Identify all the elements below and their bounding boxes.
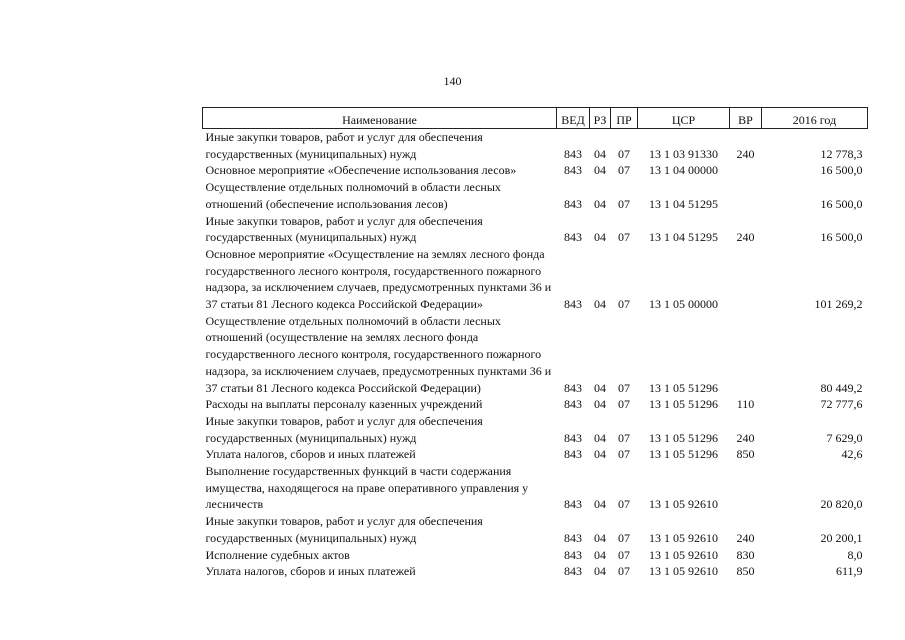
row-amount: 42,6 [841,447,863,462]
table-row [203,129,868,163]
row-rz: 04 [594,430,606,445]
row-ved: 843 [564,163,582,178]
row-vr: 110 [736,397,755,412]
row-ved: 843 [564,397,582,412]
header-vr: ВР [730,108,762,129]
header-rz: РЗ [590,108,611,129]
row-name: Уплата налогов, сборов и иных платежей [205,447,416,462]
row-ved: 843 [564,530,582,545]
row-name: Осуществление отдельных полномочий в области лесных отношений (осуществление на землях лесного фонда государственного лесного контроля, государственного пожарного надзора, за исключением случаев, предусмотренных пунктами 36 и 37 статьи 81 Лесного кодекса Российской Федерации) [205,313,552,395]
row-amount: 16 500,0 [820,196,863,211]
row-pr: 07 [618,397,630,412]
row-ved: 843 [564,196,582,211]
row-pr: 07 [618,230,630,245]
row-amount: 101 269,2 [814,297,863,312]
row-rz: 04 [594,564,606,579]
row-vr [730,463,762,513]
row-rz: 04 [594,297,606,312]
row-name: Исполнение судебных актов [205,547,350,562]
row-rz: 04 [594,547,606,562]
header-csr: ЦСР [638,108,730,129]
row-csr: 13 1 05 51296 [649,447,718,462]
header-year: 2016 год [762,108,868,129]
budget-table [202,107,868,580]
row-name: Осуществление отдельных полномочий в области лесных отношений (обеспечение использования лесов) [205,180,501,211]
row-name: Уплата налогов, сборов и иных платежей [205,564,416,579]
row-rz: 04 [594,163,606,178]
row-pr: 07 [618,163,630,178]
row-rz: 04 [594,447,606,462]
row-ved: 843 [564,230,582,245]
row-pr: 07 [618,447,630,462]
row-rz: 04 [594,146,606,161]
row-csr: 13 1 05 92610 [649,547,718,562]
row-amount: 20 200,1 [820,530,863,545]
row-name: Иные закупки товаров, работ и услуг для обеспечения государственных (муниципальных) нужд [205,130,483,161]
row-vr: 830 [736,547,755,562]
row-name: Иные закупки товаров, работ и услуг для обеспечения государственных (муниципальных) нужд [205,413,483,445]
row-csr: 13 1 04 00000 [649,163,718,178]
row-pr: 07 [618,497,630,512]
row-rz: 04 [594,230,606,245]
table-row [203,162,868,179]
row-pr: 07 [618,430,630,445]
row-pr: 07 [618,380,630,395]
row-rz: 04 [594,530,606,545]
row-ved: 843 [564,447,582,462]
row-pr: 07 [618,547,630,562]
table-row [203,547,868,564]
row-amount: 611,9 [835,564,863,579]
row-name: Основное мероприятие «Обеспечение использования лесов» [205,163,517,178]
row-amount: 8,0 [847,547,863,562]
row-csr: 13 1 03 91330 [649,146,718,161]
row-name: Иные закупки товаров, работ и услуг для обеспечения государственных (муниципальных) нужд [205,213,483,245]
table-row [203,396,868,413]
row-pr: 07 [618,564,630,579]
row-amount: 16 500,0 [820,230,863,245]
row-vr: 240 [736,530,755,545]
row-rz: 04 [594,497,606,512]
row-ved: 843 [564,497,582,512]
row-name: Иные закупки товаров, работ и услуг для обеспечения государственных (муниципальных) нужд [205,514,483,545]
row-rz: 04 [594,380,606,395]
row-ved: 843 [564,380,582,395]
table-row [203,179,868,212]
table-row [203,246,868,313]
row-pr: 07 [618,530,630,545]
row-ved: 843 [564,564,582,579]
row-rz: 04 [594,196,606,211]
header-name: Наименование [203,108,557,129]
row-vr: 240 [736,230,755,245]
row-name: Выполнение государственных функций в части содержания имущества, находящегося на праве оперативного управления у лесничеств [205,464,529,512]
row-csr: 13 1 04 51295 [649,196,718,211]
row-vr: 240 [736,430,755,445]
page-number: 140 [443,74,462,88]
row-vr [730,179,762,212]
row-pr: 07 [618,196,630,211]
table-row [203,463,868,513]
table-row [203,446,868,463]
table-row [203,313,868,397]
row-vr: 850 [736,447,755,462]
row-rz: 04 [594,397,606,412]
table-row [203,213,868,246]
row-pr: 07 [618,146,630,161]
row-vr [730,246,762,313]
row-csr: 13 1 05 92610 [649,564,718,579]
row-vr [730,313,762,397]
row-amount: 12 778,3 [820,146,863,161]
table-header-row [203,108,868,129]
row-vr: 850 [736,564,755,579]
row-amount: 72 777,6 [820,397,863,412]
row-name: Основное мероприятие «Осуществление на землях лесного фонда государственного лесного контроля, государственного пожарного надзора, за исключением случаев, предусмотренных пунктами 36 и 37 статьи 81 Лесного кодекса Российской Федерации» [205,246,552,312]
row-pr: 07 [618,297,630,312]
row-csr: 13 1 05 51296 [649,397,718,412]
table-row [203,513,868,546]
row-csr: 13 1 04 51295 [649,230,718,245]
row-csr: 13 1 05 92610 [649,530,718,545]
row-amount: 80 449,2 [820,380,863,395]
row-name: Расходы на выплаты персоналу казенных учреждений [205,397,483,412]
table-row [203,563,868,580]
row-csr: 13 1 05 00000 [649,297,718,312]
row-amount: 7 629,0 [826,430,863,445]
row-vr: 240 [736,146,755,161]
row-amount: 20 820,0 [820,497,863,512]
row-csr: 13 1 05 92610 [649,497,718,512]
row-csr: 13 1 05 51296 [649,380,718,395]
row-ved: 843 [564,297,582,312]
table-row [203,413,868,446]
row-vr [730,162,762,179]
row-amount: 16 500,0 [820,163,863,178]
row-ved: 843 [564,430,582,445]
row-ved: 843 [564,547,582,562]
row-ved: 843 [564,146,582,161]
header-ved: ВЕД [557,108,590,129]
header-pr: ПР [611,108,638,129]
row-csr: 13 1 05 51296 [649,430,718,445]
